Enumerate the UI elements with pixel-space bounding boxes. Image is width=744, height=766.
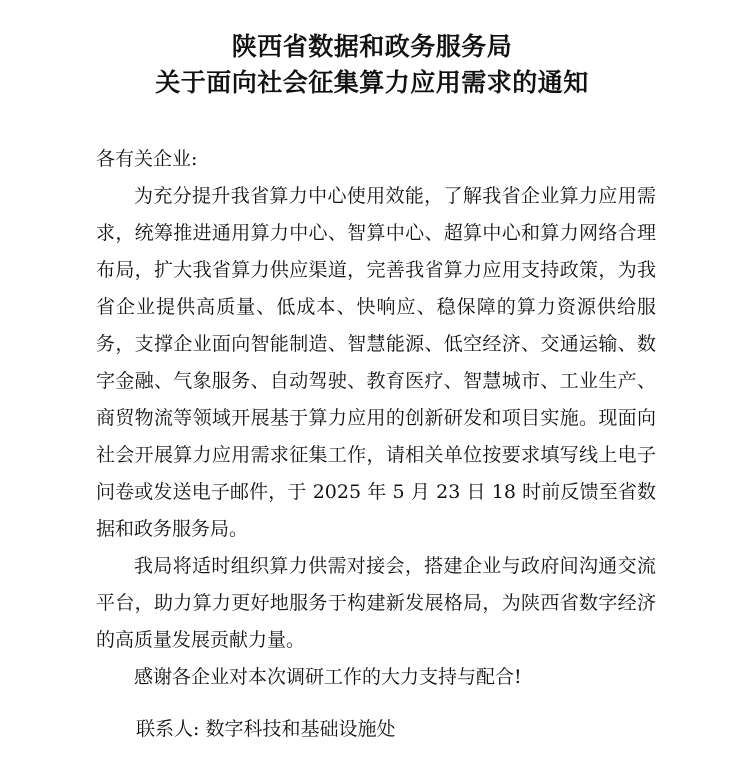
- paragraph-2: 我局将适时组织算力供需对接会，搭建企业与政府间沟通交流平台，助力算力更好地服务于构建新发展格局，为陕西省数字经济的高质量发展贡献力量。: [96, 555, 656, 651]
- contact-line: 联系人: 数字科技和基础设施处: [136, 718, 396, 740]
- document-body: [96, 141, 656, 696]
- document-title-line-2: 关于面向社会征集算力应用需求的通知: [155, 68, 589, 97]
- document-title-line-1: 陕西省数据和政务服务局: [231, 32, 513, 61]
- paragraph-1: 为充分提升我省算力中心使用效能，了解我省企业算力应用需求，统筹推进通用算力中心、智算中心、超算中心和算力网络合理布局，扩大我省算力供应渠道，完善我省算力应用支持政策，为我省企业提供高质量、低成本、快响应、稳保障的算力资源供给服务，支撑企业面向智能制造、智慧能源、低空经济、交通运输、数字金融、气象服务、自动驾驶、教育医疗、智慧城市、工业生产、商贸物流等领域开展基于算力应用的创新研发和项目实施。现面向社会开展算力应用需求征集工作，请相关单位按要求填写线上电子问卷或发送电子邮件，于 2025 年 5 月 23 日 18 时前反馈至省数据和政务服务局。: [96, 185, 656, 540]
- paragraph-3: 感谢各企业对本次调研工作的大力支持与配合!: [134, 666, 522, 688]
- salutation: 各有关企业:: [96, 148, 198, 170]
